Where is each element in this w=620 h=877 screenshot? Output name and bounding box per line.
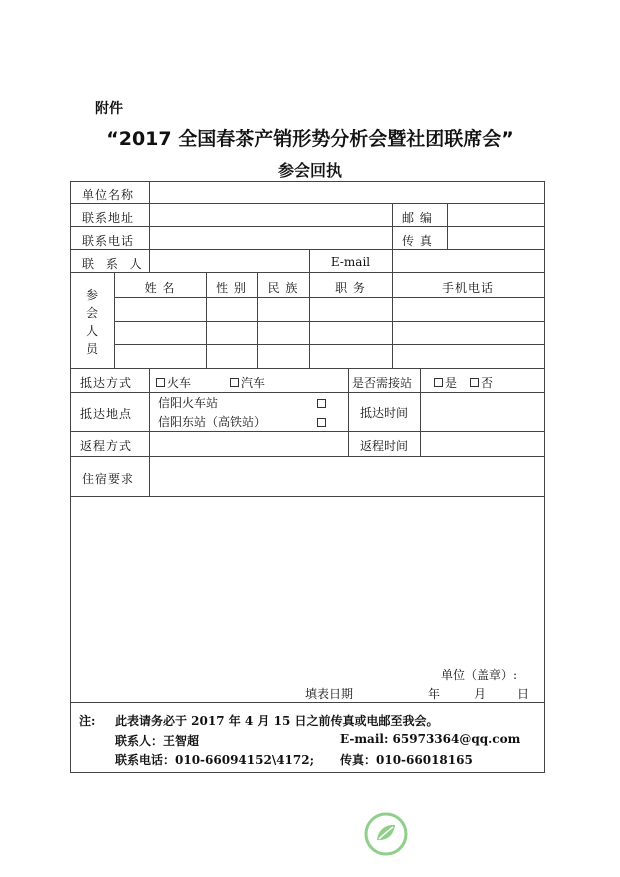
arrival-method-label: 抵达方式 <box>80 376 133 390</box>
row-divider <box>71 431 544 432</box>
arrival-time-label: 抵达时间 <box>359 406 408 420</box>
checkbox-icon <box>230 378 239 387</box>
note-fax: 传真：010-66018165 <box>340 753 473 767</box>
station-xinyang: 信阳火车站 <box>158 396 219 410</box>
postcode-label: 邮 编 <box>402 211 433 225</box>
col-divider <box>149 368 150 496</box>
attendee-header-position: 职 务 <box>335 281 366 295</box>
note-prefix: 注: <box>79 714 96 728</box>
return-time-label: 返程时间 <box>359 439 408 453</box>
arrival-place-label: 抵达地点 <box>80 407 133 421</box>
col-divider <box>420 368 421 456</box>
pickup-yes-option[interactable]: 是 <box>434 374 457 391</box>
station-xinyang-east: 信阳东站（高铁站） <box>158 415 267 429</box>
month-label: 月 <box>474 687 488 701</box>
lodging-label: 住宿要求 <box>82 472 135 486</box>
attendee-header-ethnicity: 民 族 <box>267 281 299 295</box>
attendee-header-name: 姓 名 <box>144 281 176 295</box>
row-divider <box>71 203 544 204</box>
train-option[interactable]: 火车 <box>156 374 191 391</box>
row-divider <box>114 321 544 322</box>
row-divider <box>71 368 544 369</box>
row-divider <box>114 344 544 345</box>
document-subtitle: 参会回执 <box>277 161 342 180</box>
pickup-label: 是否需接站 <box>352 376 413 390</box>
row-divider <box>114 297 544 298</box>
station-xinyang-checkbox[interactable] <box>317 399 326 408</box>
contact-label: 联 系 人 <box>82 257 146 271</box>
date-label: 填表日期 <box>305 687 354 701</box>
registration-form <box>70 181 545 773</box>
note-deadline: 此表请务必于 2017 年 4 月 15 日之前传真或电邮至我会。 <box>115 714 439 728</box>
checkbox-icon <box>156 378 165 387</box>
col-divider <box>392 249 393 272</box>
note-phone: 联系电话：010-66094152\4172; <box>115 753 315 767</box>
station-xinyang-east-checkbox[interactable] <box>317 418 326 427</box>
pickup-no-option[interactable]: 否 <box>470 374 493 391</box>
note-email: E-mail: 65973364@qq.com <box>340 732 521 746</box>
row-divider <box>71 249 544 250</box>
col-divider <box>447 203 448 249</box>
checkbox-icon <box>470 378 479 387</box>
row-divider <box>71 702 544 703</box>
return-method-label: 返程方式 <box>80 439 133 453</box>
row-divider <box>71 456 544 457</box>
checkbox-icon <box>434 378 443 387</box>
address-label: 联系地址 <box>82 211 135 225</box>
row-divider <box>71 272 544 273</box>
attendee-header-gender: 性 别 <box>216 281 247 295</box>
row-divider <box>71 226 544 227</box>
email-label: E-mail <box>330 255 371 269</box>
day-label: 日 <box>517 687 531 701</box>
row-divider <box>71 392 544 393</box>
row-divider <box>71 496 544 497</box>
tea-leaf-logo-icon <box>364 812 408 856</box>
attachment-label: 附件 <box>95 101 123 117</box>
fax-label: 传 真 <box>402 234 433 248</box>
col-divider <box>149 182 150 272</box>
phone-label: 联系电话 <box>82 234 135 248</box>
col-divider <box>392 203 393 249</box>
note-contact-person: 联系人：王智超 <box>115 734 200 748</box>
attendee-header-mobile: 手机电话 <box>441 281 494 295</box>
year-label: 年 <box>428 687 442 701</box>
document-title: “2017 全国春茶产销形势分析会暨社团联席会” <box>106 128 514 150</box>
unit-name-label: 单位名称 <box>82 188 135 202</box>
bus-option[interactable]: 汽车 <box>230 374 265 391</box>
seal-label: 单位（盖章）: <box>441 668 518 682</box>
attendees-label: 参会人员 <box>86 288 99 356</box>
